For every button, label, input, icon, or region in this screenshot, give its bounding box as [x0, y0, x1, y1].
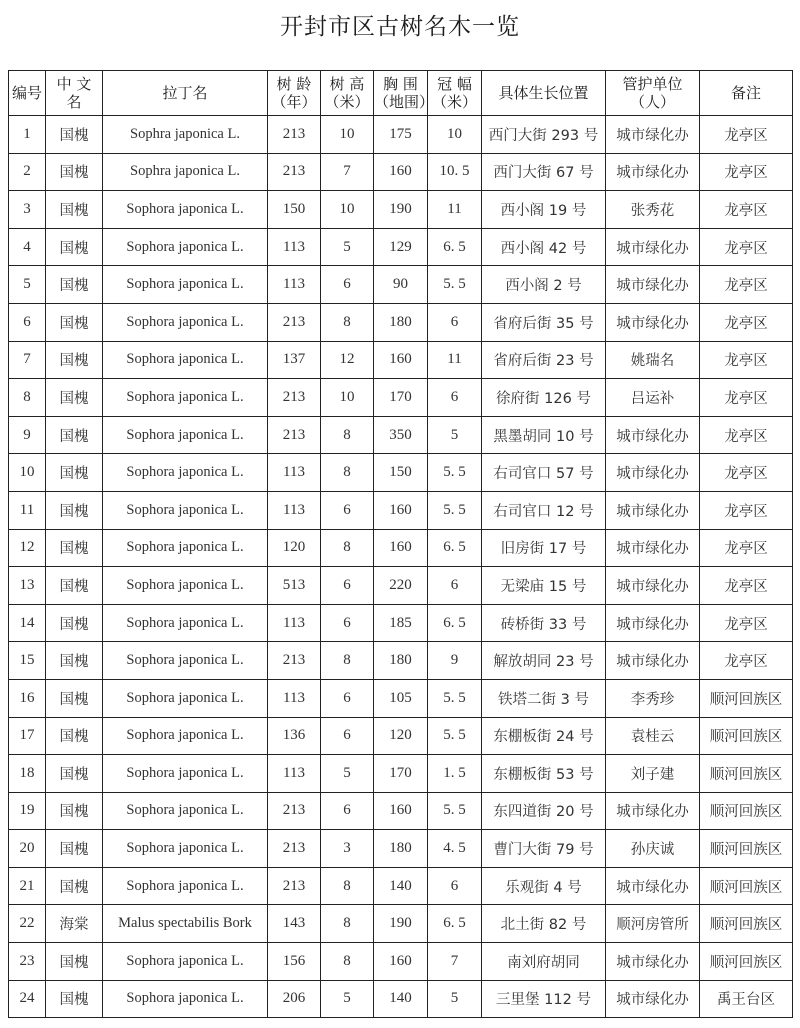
- header-note-line1: 备注: [730, 84, 761, 102]
- cell-caretaker: 吕运补: [606, 379, 700, 417]
- cell-crown: 5. 5: [428, 717, 482, 755]
- table-row: [9, 266, 793, 304]
- cell-height: 7: [321, 153, 374, 191]
- cell-no: 2: [9, 153, 46, 191]
- cell-crown: 6. 5: [428, 604, 482, 642]
- cell-height: 6: [321, 266, 374, 304]
- cell-location: 砖桥街 33 号: [482, 604, 606, 642]
- cell-note: 龙亭区: [700, 642, 793, 680]
- table-row: [9, 905, 793, 943]
- cell-no: 8: [9, 379, 46, 417]
- cell-location: 省府后街 23 号: [482, 341, 606, 379]
- cell-age: 213: [268, 303, 321, 341]
- table-row: [9, 642, 793, 680]
- cell-caretaker: 城市绿化办: [606, 792, 700, 830]
- cell-crown: 5. 5: [428, 491, 482, 529]
- cell-location: 南刘府胡同: [482, 943, 606, 981]
- cell-height: 8: [321, 454, 374, 492]
- cell-no: 19: [9, 792, 46, 830]
- cell-latin-name: Sophora japonica L.: [103, 379, 268, 417]
- cell-age: 113: [268, 491, 321, 529]
- cell-location: 右司官口 12 号: [482, 491, 606, 529]
- cell-crown: 10. 5: [428, 153, 482, 191]
- cell-crown: 5: [428, 980, 482, 1018]
- header-no: [9, 71, 46, 116]
- cell-height: 6: [321, 717, 374, 755]
- table-row: [9, 228, 793, 266]
- cell-chinese-name: 国槐: [46, 491, 103, 529]
- cell-age: 213: [268, 642, 321, 680]
- cell-caretaker: 顺河房管所: [606, 905, 700, 943]
- cell-caretaker: 城市绿化办: [606, 604, 700, 642]
- header-girth-line2: （地围）: [374, 93, 435, 111]
- header-note: [700, 71, 793, 116]
- cell-crown: 4. 5: [428, 830, 482, 868]
- cell-no: 5: [9, 266, 46, 304]
- cell-note: 龙亭区: [700, 191, 793, 229]
- cell-height: 6: [321, 567, 374, 605]
- cell-no: 20: [9, 830, 46, 868]
- cell-caretaker: 李秀珍: [606, 679, 700, 717]
- cell-caretaker: 城市绿化办: [606, 529, 700, 567]
- cell-latin-name: Sophora japonica L.: [103, 416, 268, 454]
- cell-age: 143: [268, 905, 321, 943]
- cell-chinese-name: 国槐: [46, 792, 103, 830]
- cell-girth: 175: [374, 116, 428, 154]
- cell-caretaker: 城市绿化办: [606, 303, 700, 341]
- cell-age: 513: [268, 567, 321, 605]
- cell-height: 8: [321, 303, 374, 341]
- cell-note: 龙亭区: [700, 491, 793, 529]
- cell-crown: 7: [428, 943, 482, 981]
- cell-crown: 6. 5: [428, 228, 482, 266]
- cell-chinese-name: 国槐: [46, 454, 103, 492]
- cell-location: 无梁庙 15 号: [482, 567, 606, 605]
- cell-no: 22: [9, 905, 46, 943]
- cell-latin-name: Sophora japonica L.: [103, 943, 268, 981]
- cell-caretaker: 城市绿化办: [606, 980, 700, 1018]
- cell-age: 113: [268, 755, 321, 793]
- cell-crown: 6: [428, 379, 482, 417]
- cell-chinese-name: 国槐: [46, 266, 103, 304]
- cell-caretaker: 城市绿化办: [606, 416, 700, 454]
- cell-no: 9: [9, 416, 46, 454]
- cell-no: 15: [9, 642, 46, 680]
- cell-no: 12: [9, 529, 46, 567]
- cell-caretaker: 城市绿化办: [606, 454, 700, 492]
- cell-girth: 160: [374, 491, 428, 529]
- header-height-line1: 树 高: [329, 75, 365, 93]
- cell-latin-name: Sophora japonica L.: [103, 642, 268, 680]
- cell-height: 3: [321, 830, 374, 868]
- table-row: [9, 341, 793, 379]
- cell-location: 东四道街 20 号: [482, 792, 606, 830]
- cell-note: 龙亭区: [700, 303, 793, 341]
- cell-age: 113: [268, 454, 321, 492]
- header-crown-line2: （米）: [431, 93, 477, 111]
- cell-no: 17: [9, 717, 46, 755]
- cell-latin-name: Sophora japonica L.: [103, 228, 268, 266]
- header-latin-name: [103, 71, 268, 116]
- header-crown-line1: 冠 幅: [437, 75, 472, 93]
- cell-note: 顺河回族区: [700, 792, 793, 830]
- cell-chinese-name: 国槐: [46, 830, 103, 868]
- cell-chinese-name: 国槐: [46, 717, 103, 755]
- cell-crown: 5. 5: [428, 792, 482, 830]
- cell-age: 137: [268, 341, 321, 379]
- cell-crown: 6. 5: [428, 529, 482, 567]
- cell-chinese-name: 国槐: [46, 867, 103, 905]
- cell-latin-name: Sophora japonica L.: [103, 341, 268, 379]
- cell-latin-name: Sophora japonica L.: [103, 867, 268, 905]
- cell-location: 西门大街 293 号: [482, 116, 606, 154]
- cell-location: 西小阁 42 号: [482, 228, 606, 266]
- cell-height: 8: [321, 905, 374, 943]
- header-girth-line1: 胸 围: [383, 75, 418, 93]
- cell-note: 龙亭区: [700, 153, 793, 191]
- cell-girth: 185: [374, 604, 428, 642]
- cell-no: 16: [9, 679, 46, 717]
- cell-latin-name: Sophora japonica L.: [103, 191, 268, 229]
- cell-crown: 5: [428, 416, 482, 454]
- cell-latin-name: Sophora japonica L.: [103, 830, 268, 868]
- cell-age: 213: [268, 153, 321, 191]
- table-row: [9, 454, 793, 492]
- cell-girth: 150: [374, 454, 428, 492]
- cell-note: 龙亭区: [700, 416, 793, 454]
- cell-girth: 160: [374, 529, 428, 567]
- header-crown: [428, 71, 482, 116]
- table-row: [9, 379, 793, 417]
- header-latin-name-line1: 拉丁名: [162, 84, 208, 102]
- table-row: [9, 755, 793, 793]
- cell-chinese-name: 国槐: [46, 303, 103, 341]
- cell-height: 10: [321, 191, 374, 229]
- cell-chinese-name: 国槐: [46, 153, 103, 191]
- cell-age: 136: [268, 717, 321, 755]
- cell-note: 顺河回族区: [700, 830, 793, 868]
- cell-height: 6: [321, 679, 374, 717]
- table-row: [9, 867, 793, 905]
- header-girth: [374, 71, 435, 116]
- cell-height: 10: [321, 379, 374, 417]
- cell-latin-name: Sophra japonica L.: [103, 116, 268, 154]
- table-row: [9, 491, 793, 529]
- cell-girth: 129: [374, 228, 428, 266]
- cell-height: 12: [321, 341, 374, 379]
- cell-girth: 220: [374, 567, 428, 605]
- cell-age: 213: [268, 379, 321, 417]
- cell-latin-name: Sophora japonica L.: [103, 266, 268, 304]
- cell-note: 顺河回族区: [700, 905, 793, 943]
- cell-chinese-name: 国槐: [46, 379, 103, 417]
- table-row: [9, 679, 793, 717]
- header-row: [9, 71, 793, 116]
- cell-age: 213: [268, 867, 321, 905]
- cell-note: 龙亭区: [700, 567, 793, 605]
- cell-note: 龙亭区: [700, 266, 793, 304]
- header-chinese-name-line1: 中 文: [56, 75, 92, 93]
- cell-height: 5: [321, 980, 374, 1018]
- cell-location: 右司官口 57 号: [482, 454, 606, 492]
- cell-location: 西门大街 67 号: [482, 153, 606, 191]
- table-row: [9, 416, 793, 454]
- cell-note: 顺河回族区: [700, 943, 793, 981]
- table-row: [9, 191, 793, 229]
- table-row: [9, 116, 793, 154]
- cell-location: 曹门大街 79 号: [482, 830, 606, 868]
- cell-no: 21: [9, 867, 46, 905]
- cell-height: 8: [321, 642, 374, 680]
- cell-latin-name: Sophora japonica L.: [103, 529, 268, 567]
- header-age-line2: （年）: [271, 93, 317, 111]
- cell-note: 龙亭区: [700, 341, 793, 379]
- cell-girth: 160: [374, 792, 428, 830]
- cell-no: 7: [9, 341, 46, 379]
- cell-crown: 5. 5: [428, 266, 482, 304]
- cell-note: 龙亭区: [700, 604, 793, 642]
- header-age: [268, 71, 321, 116]
- table-row: [9, 717, 793, 755]
- cell-no: 13: [9, 567, 46, 605]
- table-row: [9, 153, 793, 191]
- cell-latin-name: Sophora japonica L.: [103, 454, 268, 492]
- cell-girth: 180: [374, 642, 428, 680]
- cell-girth: 140: [374, 980, 428, 1018]
- cell-no: 1: [9, 116, 46, 154]
- cell-location: 西小阁 2 号: [482, 266, 606, 304]
- cell-age: 213: [268, 830, 321, 868]
- cell-height: 5: [321, 228, 374, 266]
- cell-latin-name: Malus spectabilis Bork: [103, 905, 268, 943]
- cell-crown: 10: [428, 116, 482, 154]
- cell-chinese-name: 国槐: [46, 642, 103, 680]
- cell-location: 东棚板街 24 号: [482, 717, 606, 755]
- cell-latin-name: Sophra japonica L.: [103, 153, 268, 191]
- cell-girth: 350: [374, 416, 428, 454]
- cell-chinese-name: 国槐: [46, 604, 103, 642]
- cell-girth: 90: [374, 266, 428, 304]
- cell-chinese-name: 国槐: [46, 341, 103, 379]
- cell-age: 206: [268, 980, 321, 1018]
- cell-chinese-name: 国槐: [46, 980, 103, 1018]
- cell-caretaker: 袁桂云: [606, 717, 700, 755]
- table-row: [9, 980, 793, 1018]
- cell-caretaker: 城市绿化办: [606, 153, 700, 191]
- cell-location: 省府后街 35 号: [482, 303, 606, 341]
- ancient-trees-table: [8, 70, 793, 1018]
- cell-crown: 5. 5: [428, 454, 482, 492]
- cell-age: 213: [268, 116, 321, 154]
- cell-girth: 160: [374, 943, 428, 981]
- header-age-line1: 树 龄: [276, 75, 312, 93]
- cell-location: 三里堡 112 号: [482, 980, 606, 1018]
- cell-no: 24: [9, 980, 46, 1018]
- cell-no: 10: [9, 454, 46, 492]
- cell-crown: 5. 5: [428, 679, 482, 717]
- cell-crown: 6: [428, 303, 482, 341]
- table-row: [9, 792, 793, 830]
- cell-height: 8: [321, 416, 374, 454]
- cell-latin-name: Sophora japonica L.: [103, 717, 268, 755]
- cell-latin-name: Sophora japonica L.: [103, 679, 268, 717]
- cell-girth: 160: [374, 153, 428, 191]
- cell-height: 8: [321, 943, 374, 981]
- cell-location: 乐观街 4 号: [482, 867, 606, 905]
- cell-girth: 190: [374, 905, 428, 943]
- cell-no: 3: [9, 191, 46, 229]
- header-location: [482, 71, 606, 116]
- cell-note: 顺河回族区: [700, 717, 793, 755]
- cell-location: 黑墨胡同 10 号: [482, 416, 606, 454]
- cell-crown: 9: [428, 642, 482, 680]
- table-row: [9, 529, 793, 567]
- cell-height: 6: [321, 491, 374, 529]
- cell-caretaker: 张秀花: [606, 191, 700, 229]
- cell-caretaker: 城市绿化办: [606, 642, 700, 680]
- header-location-line1: 具体生长位置: [498, 84, 589, 102]
- cell-girth: 120: [374, 717, 428, 755]
- cell-girth: 180: [374, 830, 428, 868]
- cell-age: 120: [268, 529, 321, 567]
- cell-latin-name: Sophora japonica L.: [103, 792, 268, 830]
- cell-caretaker: 刘子建: [606, 755, 700, 793]
- cell-caretaker: 城市绿化办: [606, 491, 700, 529]
- table-row: [9, 303, 793, 341]
- cell-crown: 6. 5: [428, 905, 482, 943]
- cell-age: 113: [268, 604, 321, 642]
- cell-caretaker: 城市绿化办: [606, 567, 700, 605]
- cell-girth: 170: [374, 379, 428, 417]
- cell-girth: 140: [374, 867, 428, 905]
- cell-latin-name: Sophora japonica L.: [103, 604, 268, 642]
- cell-height: 10: [321, 116, 374, 154]
- cell-chinese-name: 海棠: [46, 905, 103, 943]
- cell-note: 顺河回族区: [700, 867, 793, 905]
- cell-location: 北土街 82 号: [482, 905, 606, 943]
- cell-chinese-name: 国槐: [46, 191, 103, 229]
- cell-age: 113: [268, 266, 321, 304]
- cell-note: 龙亭区: [700, 228, 793, 266]
- cell-chinese-name: 国槐: [46, 755, 103, 793]
- cell-age: 150: [268, 191, 321, 229]
- cell-age: 113: [268, 679, 321, 717]
- header-caretaker-line1: 管护单位: [622, 75, 683, 93]
- cell-age: 156: [268, 943, 321, 981]
- cell-caretaker: 城市绿化办: [606, 867, 700, 905]
- header-chinese-name: [46, 71, 103, 116]
- cell-height: 6: [321, 792, 374, 830]
- table-row: [9, 830, 793, 868]
- cell-crown: 11: [428, 341, 482, 379]
- header-height-line2: （米）: [324, 93, 370, 111]
- cell-crown: 6: [428, 867, 482, 905]
- cell-crown: 1. 5: [428, 755, 482, 793]
- cell-note: 顺河回族区: [700, 679, 793, 717]
- cell-height: 6: [321, 604, 374, 642]
- cell-latin-name: Sophora japonica L.: [103, 755, 268, 793]
- header-no-line1: 编号: [11, 84, 42, 102]
- header-caretaker-line2: （人）: [629, 93, 675, 111]
- cell-age: 113: [268, 228, 321, 266]
- table-row: [9, 943, 793, 981]
- cell-girth: 180: [374, 303, 428, 341]
- cell-height: 8: [321, 867, 374, 905]
- cell-girth: 170: [374, 755, 428, 793]
- cell-chinese-name: 国槐: [46, 567, 103, 605]
- header-height: [321, 71, 374, 116]
- cell-caretaker: 城市绿化办: [606, 943, 700, 981]
- cell-location: 徐府街 126 号: [482, 379, 606, 417]
- cell-girth: 160: [374, 341, 428, 379]
- cell-girth: 105: [374, 679, 428, 717]
- cell-chinese-name: 国槐: [46, 943, 103, 981]
- cell-no: 6: [9, 303, 46, 341]
- cell-chinese-name: 国槐: [46, 679, 103, 717]
- cell-location: 解放胡同 23 号: [482, 642, 606, 680]
- cell-note: 龙亭区: [700, 529, 793, 567]
- cell-note: 顺河回族区: [700, 755, 793, 793]
- cell-latin-name: Sophora japonica L.: [103, 303, 268, 341]
- cell-crown: 11: [428, 191, 482, 229]
- cell-no: 18: [9, 755, 46, 793]
- table-row: [9, 567, 793, 605]
- cell-caretaker: 姚瑞名: [606, 341, 700, 379]
- cell-note: 龙亭区: [700, 116, 793, 154]
- cell-girth: 190: [374, 191, 428, 229]
- table-body: [9, 116, 793, 1018]
- cell-height: 5: [321, 755, 374, 793]
- cell-latin-name: Sophora japonica L.: [103, 980, 268, 1018]
- cell-no: 11: [9, 491, 46, 529]
- page-title: 开封市区古树名木一览: [280, 14, 520, 40]
- cell-caretaker: 城市绿化办: [606, 116, 700, 154]
- cell-caretaker: 城市绿化办: [606, 228, 700, 266]
- cell-caretaker: 孙庆诚: [606, 830, 700, 868]
- cell-age: 213: [268, 792, 321, 830]
- cell-no: 23: [9, 943, 46, 981]
- table-row: [9, 604, 793, 642]
- cell-chinese-name: 国槐: [46, 416, 103, 454]
- cell-age: 213: [268, 416, 321, 454]
- header-chinese-name-line2: 名: [66, 93, 82, 111]
- cell-location: 西小阁 19 号: [482, 191, 606, 229]
- cell-chinese-name: 国槐: [46, 529, 103, 567]
- cell-latin-name: Sophora japonica L.: [103, 491, 268, 529]
- cell-location: 铁塔二街 3 号: [482, 679, 606, 717]
- cell-caretaker: 城市绿化办: [606, 266, 700, 304]
- cell-note: 龙亭区: [700, 454, 793, 492]
- cell-latin-name: Sophora japonica L.: [103, 567, 268, 605]
- header-caretaker: [606, 71, 700, 116]
- cell-location: 东棚板街 53 号: [482, 755, 606, 793]
- cell-chinese-name: 国槐: [46, 228, 103, 266]
- cell-chinese-name: 国槐: [46, 116, 103, 154]
- cell-no: 4: [9, 228, 46, 266]
- cell-no: 14: [9, 604, 46, 642]
- cell-crown: 6: [428, 567, 482, 605]
- cell-note: 禹王台区: [700, 980, 793, 1018]
- cell-height: 8: [321, 529, 374, 567]
- cell-location: 旧房街 17 号: [482, 529, 606, 567]
- cell-note: 龙亭区: [700, 379, 793, 417]
